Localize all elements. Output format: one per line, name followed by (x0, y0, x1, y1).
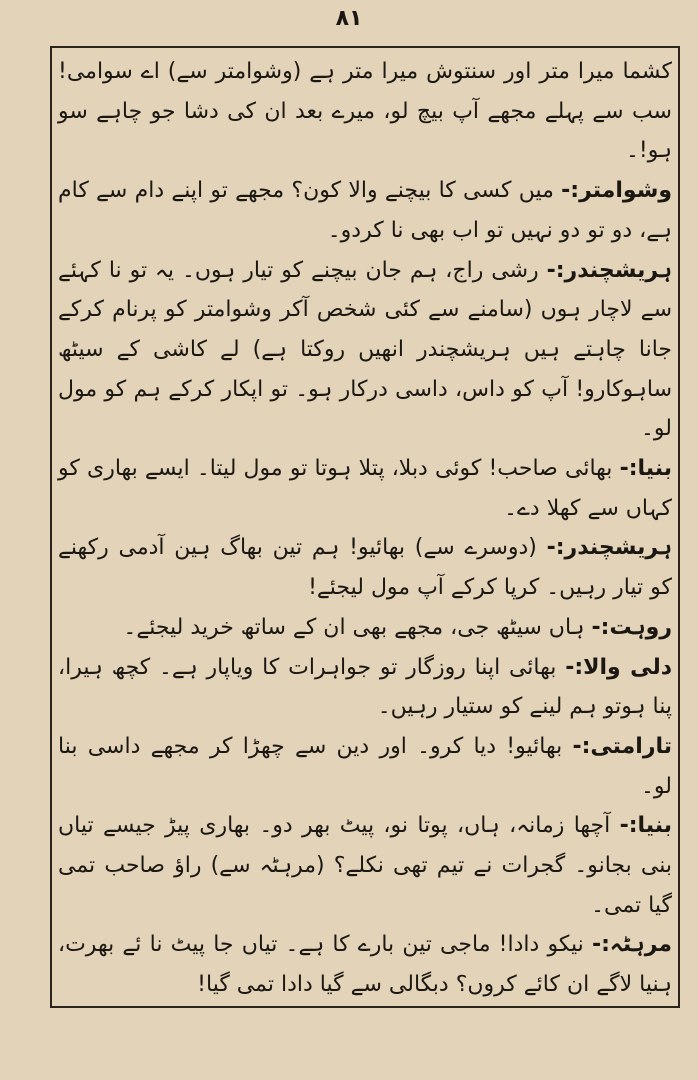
dialogue-paragraph (58, 648, 672, 727)
dialogue-text: بھائی صاحب! کوئی دبلا، پتلا ہوتا تو مول لیتا۔ ایسے بھاری کو کہاں سے کھلا دے۔ (58, 456, 672, 521)
speaker-name: ہریشچندر:- (546, 257, 672, 283)
dialogue-text: بھائیو! دیا کرو۔ اور دین سے چھڑا کر مجھے داسی بنا لو۔ (58, 733, 672, 799)
dialogue-paragraph (58, 171, 672, 250)
dialogue-text: میں کسی کا بیچنے والا کون؟ مجھے تو اپنے دام سے کام ہے، دو تو دو نہیں تو اب بھی نا کردو۔ (58, 178, 672, 243)
speaker-name: مرہٹہ:- (592, 932, 672, 958)
dialogue-text: ہاں سیٹھ جی، مجھے بھی ان کے ساتھ خرید لیجئے۔ (123, 614, 585, 640)
dialogue-paragraph (58, 806, 672, 925)
dialogue-paragraph (58, 528, 672, 607)
dialogue-paragraph (58, 925, 672, 1004)
speaker-name: وشوامتر:- (561, 178, 672, 204)
dialogue-text: نیکو دادا! ماجی تین بارے کا ہے۔ تیاں جا پیٹ نا ئے بھرت، ہنیا لاگے ان کائے کروں؟ دبگالی سے گیا دادا تمی گیا! (58, 932, 672, 998)
dialogue-text: آچھا زمانہ، ہاں، پوتا نو، پیٹ بھر دو۔ بھاری پیڑ جیسے تیاں بنی بجانو۔ گجرات نے تیم تھی نکلے؟ (مرہٹہ سے) راؤ صاحب تمی گیا تمی۔ (58, 813, 672, 918)
dialogue-text: (دوسرے سے) بھائیو! ہم تین بھاگ ہین آدمی رکھنے کو تیار رہیں۔ کرپا کرکے آپ مول لیجئے! (58, 535, 672, 601)
dialogue-text: کشما میرا متر اور سنتوش میرا متر ہے (وشوامتر سے) اے سوامی! سب سے پہلے مجھے آپ بیچ لو، میرے بعد ان کی دشا جو چاہے سو ہو!۔ (58, 59, 672, 164)
speaker-name: بنیا:- (619, 456, 672, 482)
dialogue-paragraph (58, 449, 672, 528)
dialogue-paragraph (58, 251, 672, 450)
dialogue-paragraph (58, 608, 672, 648)
speaker-name: ہریشچندر:- (546, 535, 672, 561)
dialogue-text: رشی راج، ہم جان بیچنے کو تیار ہوں۔ یہ تو نا کہئے سے لاچار ہوں (سامنے سے کئی شخص آکر وشوامتر کو پرنام کرکے جانا چاہتے ہیں ہریشچندر انھیں روکتا ہے) لے کاشی کے سیٹھ ساہوکارو! آپ کو داس، داسی درکار ہو۔ تو اپکار کرکے ہم کو مول لو۔ (58, 257, 672, 442)
dialogue-text: بھائی اپنا روزگار تو جواہرات کا ویاپار ہے۔ کچھ ہیرا، پنا ہوتو ہم لینے کو ستیار رہیں۔ (58, 654, 672, 720)
speaker-name: روہت:- (591, 614, 672, 640)
dialogue-paragraph (58, 727, 672, 806)
speaker-name: بنیا:- (619, 813, 672, 839)
dialogue-paragraph (58, 52, 672, 171)
page-number: ۸۱ (335, 6, 363, 31)
speaker-name: تارامتی:- (572, 733, 672, 759)
play-text (58, 52, 672, 1005)
speaker-name: دلی والا:- (565, 654, 672, 680)
